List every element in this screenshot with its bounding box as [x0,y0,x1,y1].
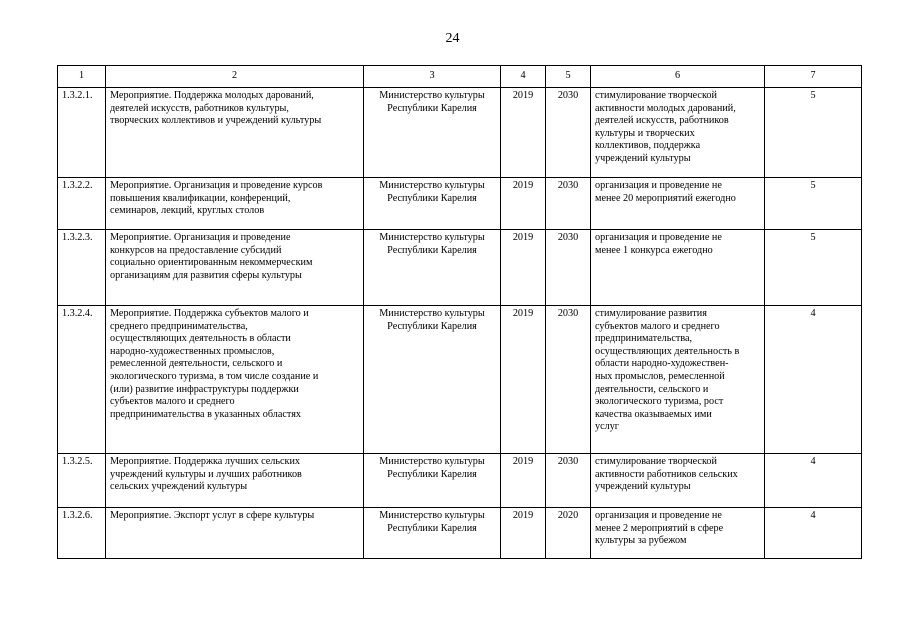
row-id: 1.3.2.5. [58,454,106,508]
row-executor: Министерство культуры Республики Карелия [364,508,501,559]
row-result: организация и проведение не менее 1 конкурса ежегодно [591,230,765,306]
row-start-year: 2019 [501,88,546,178]
row-id: 1.3.2.3. [58,230,106,306]
row-start-year: 2019 [501,508,546,559]
row-start-year: 2019 [501,306,546,454]
row-end-year: 2030 [546,306,591,454]
table-header-row [58,66,862,88]
events-table [57,65,862,559]
row-indicator: 4 [765,508,862,559]
column-header: 4 [501,66,546,88]
row-id: 1.3.2.4. [58,306,106,454]
page-number: 24 [445,31,460,46]
row-result: организация и проведение не менее 20 мероприятий ежегодно [591,178,765,230]
row-indicator: 4 [765,306,862,454]
row-start-year: 2019 [501,230,546,306]
row-start-year: 2019 [501,454,546,508]
row-indicator: 5 [765,88,862,178]
row-end-year: 2030 [546,178,591,230]
column-header: 7 [765,66,862,88]
table-row [58,230,862,306]
row-event: Мероприятие. Поддержка субъектов малого и среднего предпринимательства, осуществляющих деятельность в области народно-художественных промыслов, ремесленной деятельности, сельского и экологического туризма, в том числе создание и (или) развитие инфраструктуры поддержки субъектов малого и среднего предпринимательства в указанных областях [106,306,364,454]
row-event: Мероприятие. Поддержка лучших сельских учреждений культуры и лучших работников сельских учреждений культуры [106,454,364,508]
row-executor: Министерство культуры Республики Карелия [364,230,501,306]
row-event: Мероприятие. Организация и проведение курсов повышения квалификации, конференций, семинаров, лекций, круглых столов [106,178,364,230]
table-row [58,454,862,508]
row-event: Мероприятие. Поддержка молодых дарований, деятелей искусств, работников культуры, творческих коллективов и учреждений культуры [106,88,364,178]
row-end-year: 2030 [546,88,591,178]
column-header: 2 [106,66,364,88]
row-executor: Министерство культуры Республики Карелия [364,306,501,454]
table-row [58,508,862,559]
row-end-year: 2020 [546,508,591,559]
row-id: 1.3.2.2. [58,178,106,230]
row-id: 1.3.2.1. [58,88,106,178]
row-result: стимулирование творческой активности работников сельских учреждений культуры [591,454,765,508]
table-row [58,178,862,230]
row-end-year: 2030 [546,454,591,508]
table-row [58,88,862,178]
row-event: Мероприятие. Экспорт услуг в сфере культуры [106,508,364,559]
row-result: стимулирование творческой активности молодых дарований, деятелей искусств, работников культуры и творческих коллективов, поддержка учреждений культуры [591,88,765,178]
row-result: стимулирование развития субъектов малого и среднего предпринимательства, осуществляющих деятельность в области народно-художествен- ных промыслов, ремесленной деятельности, сельского и экологического туризма, рост качества оказываемых ими услуг [591,306,765,454]
column-header: 6 [591,66,765,88]
row-indicator: 5 [765,230,862,306]
row-executor: Министерство культуры Республики Карелия [364,178,501,230]
row-end-year: 2030 [546,230,591,306]
row-indicator: 5 [765,178,862,230]
column-header: 1 [58,66,106,88]
row-result: организация и проведение не менее 2 мероприятий в сфере культуры за рубежом [591,508,765,559]
column-header: 5 [546,66,591,88]
row-indicator: 4 [765,454,862,508]
row-event: Мероприятие. Организация и проведение конкурсов на предоставление субсидий социально ориентированным некоммерческим организациям для развития сферы культуры [106,230,364,306]
column-header: 3 [364,66,501,88]
table-row [58,306,862,454]
row-executor: Министерство культуры Республики Карелия [364,88,501,178]
row-id: 1.3.2.6. [58,508,106,559]
row-executor: Министерство культуры Республики Карелия [364,454,501,508]
row-start-year: 2019 [501,178,546,230]
